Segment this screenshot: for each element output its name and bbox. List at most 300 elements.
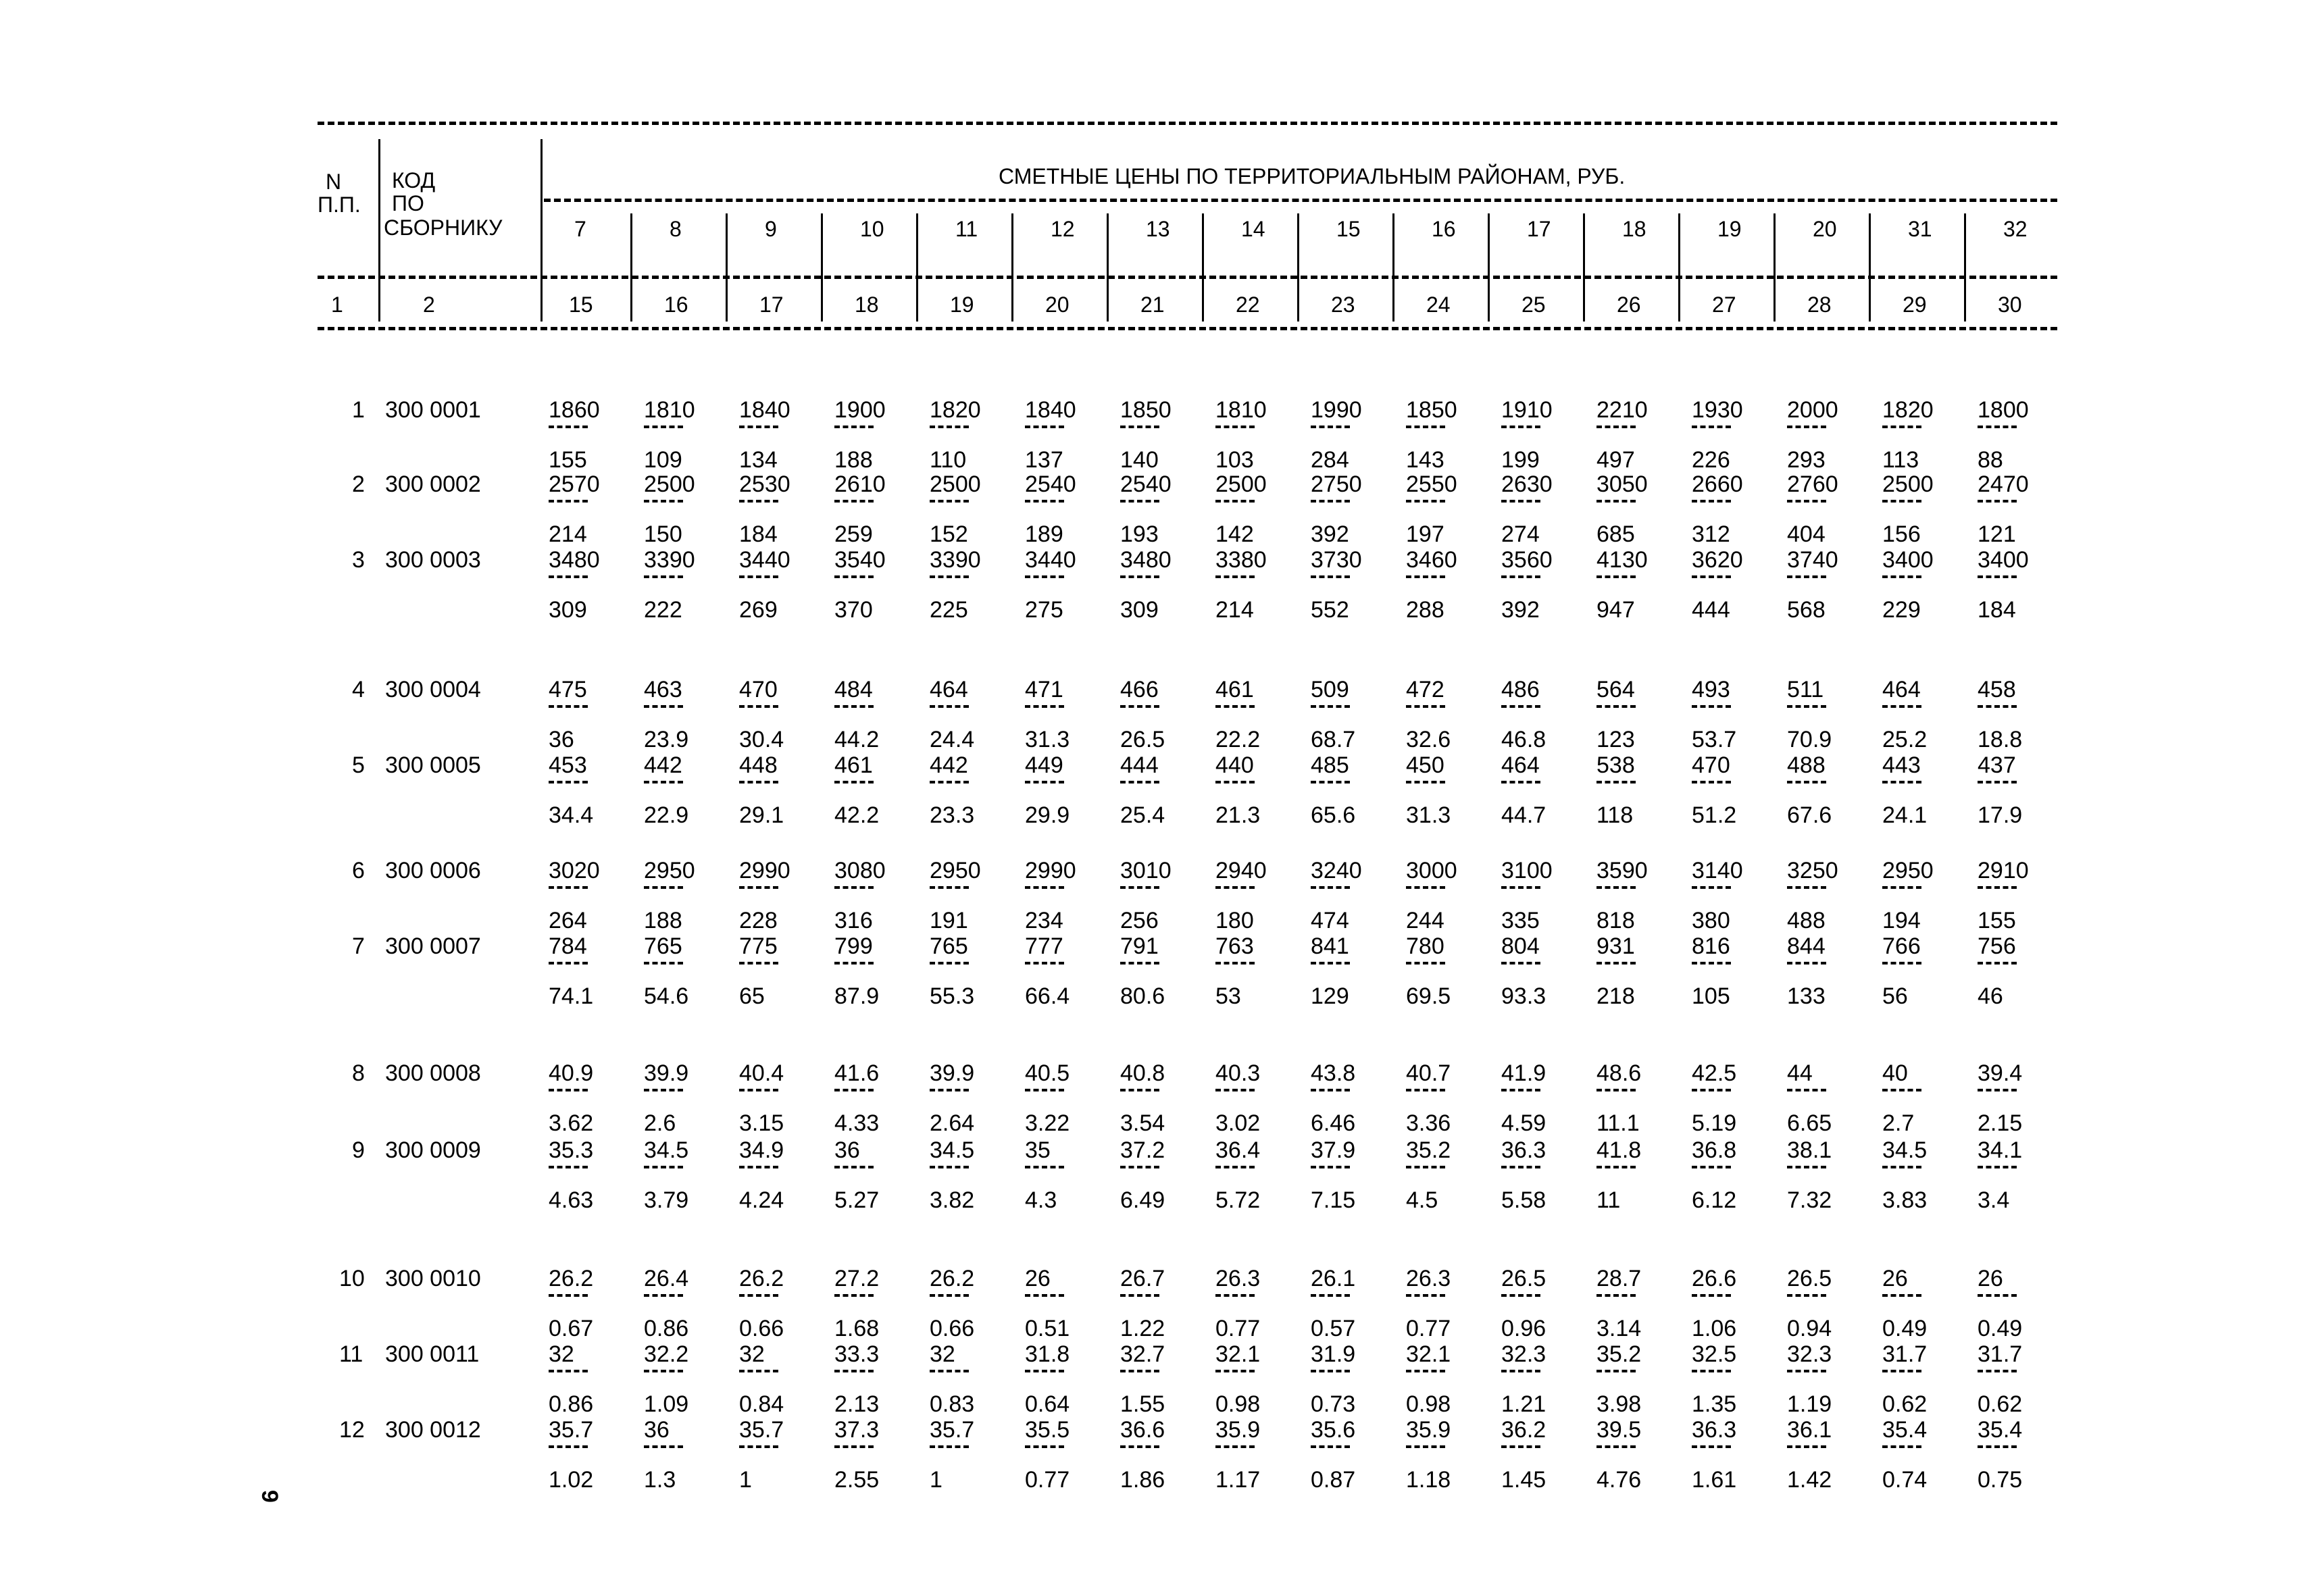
cell-fraction-line <box>930 1294 969 1297</box>
cell-value-bottom: 947 <box>1596 597 1635 623</box>
cell-fraction-line <box>644 705 683 708</box>
cell-fraction-line <box>1025 1166 1064 1168</box>
cell-value-bottom: 3.98 <box>1596 1391 1642 1417</box>
cell-value-top: 461 <box>1215 677 1254 702</box>
cell-value-bottom: 80.6 <box>1120 983 1165 1009</box>
cell-value-top: 1820 <box>1882 397 1934 423</box>
cell-value-top: 3020 <box>549 858 600 883</box>
cell-value-bottom: 118 <box>1596 802 1634 828</box>
cell-value-top: 777 <box>1025 933 1063 959</box>
cell-fraction-line <box>1406 705 1445 708</box>
cell-value-top: 37.9 <box>1311 1137 1356 1163</box>
cell-fraction-line <box>1120 886 1159 889</box>
cell-fraction-line <box>1978 1166 2017 1168</box>
header-column-number: 29 <box>1903 292 1927 317</box>
cell-value-bottom: 25.2 <box>1882 727 1928 752</box>
cell-fraction-line <box>1596 1445 1636 1448</box>
cell-value-top: 488 <box>1787 752 1826 778</box>
cell-value-bottom: 2.13 <box>834 1391 880 1417</box>
cell-value-bottom: 392 <box>1311 521 1349 547</box>
cell-value-bottom: 87.9 <box>834 983 880 1009</box>
cell-fraction-line <box>1882 1294 1921 1297</box>
cell-value-top: 3000 <box>1406 858 1457 883</box>
cell-value-bottom: 184 <box>739 521 778 547</box>
cell-fraction-line <box>644 1089 683 1091</box>
cell-fraction-line <box>1025 962 1064 964</box>
cell-value-top: 2990 <box>739 858 790 883</box>
cell-fraction-line <box>930 1089 969 1091</box>
cell-fraction-line <box>644 962 683 964</box>
cell-fraction-line <box>930 1445 969 1448</box>
cell-value-top: 841 <box>1311 933 1349 959</box>
header-vline-district <box>1202 213 1204 321</box>
cell-fraction-line <box>834 1445 874 1448</box>
cell-fraction-line <box>1501 500 1540 503</box>
cell-value-top: 2500 <box>1215 471 1267 497</box>
header-colnum-1: 1 <box>331 292 343 317</box>
cell-fraction-line <box>549 1445 588 1448</box>
cell-value-top: 1800 <box>1978 397 2029 423</box>
cell-fraction-line <box>1311 1294 1350 1297</box>
cell-value-bottom: 0.49 <box>1978 1316 2023 1341</box>
cell-value-top: 464 <box>930 677 968 702</box>
cell-value-top: 26.5 <box>1501 1266 1546 1291</box>
cell-fraction-line <box>930 886 969 889</box>
header-vline-district <box>1774 213 1776 321</box>
cell-value-top: 509 <box>1311 677 1349 702</box>
cell-value-bottom: 226 <box>1692 447 1730 473</box>
header-code-line1: КОД <box>392 168 436 192</box>
cell-fraction-line <box>739 575 778 578</box>
header-column-number: 20 <box>1045 292 1070 317</box>
header-code-line3: СБОРНИКУ <box>384 215 503 240</box>
cell-value-bottom: 818 <box>1596 908 1635 933</box>
header-district-number: 17 <box>1527 217 1551 241</box>
cell-value-top: 31.7 <box>1978 1341 2023 1367</box>
cell-fraction-line <box>1978 1370 2017 1372</box>
cell-fraction-line <box>1501 426 1540 428</box>
header-vline-district <box>821 213 823 321</box>
row-number: 9 <box>352 1137 365 1163</box>
header-vline-n <box>378 139 380 321</box>
cell-value-top: 791 <box>1120 933 1159 959</box>
row-code: 300 0011 <box>385 1341 480 1367</box>
cell-value-bottom: 0.77 <box>1025 1467 1070 1493</box>
cell-value-top: 3440 <box>1025 547 1076 573</box>
cell-fraction-line <box>1501 575 1540 578</box>
cell-fraction-line <box>1978 1445 2017 1448</box>
cell-value-bottom: 65 <box>739 983 765 1009</box>
cell-value-bottom: 3.54 <box>1120 1110 1165 1136</box>
cell-value-bottom: 0.86 <box>644 1316 689 1341</box>
cell-value-top: 3010 <box>1120 858 1172 883</box>
cell-value-bottom: 1.09 <box>644 1391 689 1417</box>
cell-value-top: 765 <box>930 933 968 959</box>
header-column-number: 19 <box>950 292 974 317</box>
cell-value-bottom: 150 <box>644 521 682 547</box>
cell-fraction-line <box>1501 962 1540 964</box>
cell-value-bottom: 113 <box>1882 447 1919 473</box>
header-column-number: 28 <box>1807 292 1832 317</box>
cell-value-bottom: 293 <box>1787 447 1826 473</box>
cell-value-bottom: 1.06 <box>1692 1316 1737 1341</box>
cell-fraction-line <box>739 1294 778 1297</box>
cell-value-top: 37.2 <box>1120 1137 1165 1163</box>
cell-value-bottom: 1 <box>739 1467 752 1493</box>
cell-value-top: 2210 <box>1596 397 1648 423</box>
cell-value-bottom: 93.3 <box>1501 983 1546 1009</box>
cell-value-top: 775 <box>739 933 778 959</box>
row-code: 300 0001 <box>385 397 481 423</box>
header-code-line2: ПО <box>392 191 424 215</box>
cell-value-bottom: 3.22 <box>1025 1110 1070 1136</box>
cell-fraction-line <box>1692 962 1731 964</box>
cell-fraction-line <box>1787 1089 1826 1091</box>
cell-value-top: 32 <box>739 1341 765 1367</box>
cell-fraction-line <box>1692 426 1731 428</box>
cell-fraction-line <box>1406 575 1445 578</box>
cell-fraction-line <box>1692 1089 1731 1091</box>
cell-value-bottom: 31.3 <box>1025 727 1070 752</box>
cell-value-top: 1820 <box>930 397 981 423</box>
cell-value-top: 34.5 <box>930 1137 975 1163</box>
cell-fraction-line <box>1215 781 1255 783</box>
cell-value-top: 538 <box>1596 752 1635 778</box>
cell-fraction-line <box>1025 1445 1064 1448</box>
cell-value-bottom: 244 <box>1406 908 1444 933</box>
cell-value-top: 41.9 <box>1501 1060 1546 1086</box>
cell-value-bottom: 0.86 <box>549 1391 594 1417</box>
cell-fraction-line <box>1215 1089 1255 1091</box>
cell-fraction-line <box>549 575 588 578</box>
cell-fraction-line <box>834 1089 874 1091</box>
cell-fraction-line <box>549 426 588 428</box>
cell-value-bottom: 31.3 <box>1406 802 1451 828</box>
cell-value-bottom: 1.42 <box>1787 1467 1832 1493</box>
header-district-number: 32 <box>2003 217 2028 241</box>
cell-value-bottom: 0.77 <box>1215 1316 1261 1341</box>
cell-fraction-line <box>1501 705 1540 708</box>
cell-value-bottom: 0.57 <box>1311 1316 1356 1341</box>
cell-value-bottom: 214 <box>549 521 587 547</box>
cell-value-bottom: 34.4 <box>549 802 594 828</box>
cell-value-bottom: 26.5 <box>1120 727 1165 752</box>
cell-value-bottom: 56 <box>1882 983 1908 1009</box>
cell-fraction-line <box>1978 1294 2017 1297</box>
cell-value-bottom: 68.7 <box>1311 727 1356 752</box>
header-district-number: 18 <box>1622 217 1646 241</box>
cell-value-bottom: 3.14 <box>1596 1316 1642 1341</box>
cell-fraction-line <box>1787 1166 1826 1168</box>
cell-value-top: 36.8 <box>1692 1137 1737 1163</box>
cell-value-bottom: 42.2 <box>834 802 880 828</box>
header-column-number: 22 <box>1236 292 1260 317</box>
cell-value-top: 799 <box>834 933 873 959</box>
header-column-number: 17 <box>759 292 784 317</box>
cell-fraction-line <box>644 575 683 578</box>
cell-value-top: 40.3 <box>1215 1060 1261 1086</box>
cell-value-bottom: 474 <box>1311 908 1349 933</box>
cell-fraction-line <box>834 962 874 964</box>
cell-value-top: 2950 <box>1882 858 1934 883</box>
cell-value-top: 3740 <box>1787 547 1838 573</box>
cell-value-top: 766 <box>1882 933 1921 959</box>
cell-fraction-line <box>1120 500 1159 503</box>
cell-fraction-line <box>1692 886 1731 889</box>
cell-value-top: 2500 <box>1882 471 1934 497</box>
cell-value-top: 780 <box>1406 933 1444 959</box>
cell-value-bottom: 1.55 <box>1120 1391 1165 1417</box>
cell-value-top: 1810 <box>1215 397 1267 423</box>
cell-value-bottom: 23.3 <box>930 802 975 828</box>
cell-value-bottom: 155 <box>549 447 587 473</box>
cell-fraction-line <box>1120 962 1159 964</box>
cell-value-top: 26.2 <box>739 1266 784 1291</box>
cell-value-bottom: 568 <box>1787 597 1826 623</box>
cell-fraction-line <box>1978 781 2017 783</box>
cell-value-top: 2950 <box>644 858 695 883</box>
header-rule-mid <box>318 276 2057 279</box>
cell-fraction-line <box>739 781 778 783</box>
cell-value-top: 32 <box>549 1341 574 1367</box>
cell-fraction-line <box>739 1370 778 1372</box>
cell-fraction-line <box>1882 886 1921 889</box>
cell-value-top: 4130 <box>1596 547 1648 573</box>
cell-value-top: 3390 <box>930 547 981 573</box>
cell-fraction-line <box>1882 962 1921 964</box>
header-vline-district <box>1392 213 1394 321</box>
cell-value-bottom: 0.62 <box>1978 1391 2023 1417</box>
cell-value-top: 784 <box>549 933 587 959</box>
cell-fraction-line <box>1978 962 2017 964</box>
cell-value-bottom: 24.1 <box>1882 802 1928 828</box>
cell-fraction-line <box>930 575 969 578</box>
cell-value-bottom: 29.1 <box>739 802 784 828</box>
header-column-number: 26 <box>1617 292 1641 317</box>
cell-value-bottom: 234 <box>1025 908 1063 933</box>
cell-value-bottom: 11 <box>1596 1187 1621 1213</box>
cell-fraction-line <box>1025 886 1064 889</box>
header-district-number: 11 <box>955 217 978 241</box>
cell-value-bottom: 0.66 <box>739 1316 784 1341</box>
cell-value-bottom: 335 <box>1501 908 1540 933</box>
row-code: 300 0005 <box>385 752 481 778</box>
cell-value-bottom: 4.63 <box>549 1187 594 1213</box>
cell-fraction-line <box>1120 1166 1159 1168</box>
cell-value-bottom: 22.9 <box>644 802 689 828</box>
cell-value-top: 33.3 <box>834 1341 880 1367</box>
cell-fraction-line <box>644 500 683 503</box>
cell-value-top: 35.3 <box>549 1137 594 1163</box>
cell-value-top: 2530 <box>739 471 790 497</box>
page-number: 9 <box>257 1490 282 1503</box>
cell-fraction-line <box>644 1166 683 1168</box>
cell-value-top: 3080 <box>834 858 886 883</box>
cell-fraction-line <box>834 426 874 428</box>
cell-value-top: 36.2 <box>1501 1417 1546 1443</box>
cell-value-bottom: 18.8 <box>1978 727 2023 752</box>
cell-fraction-line <box>1215 1445 1255 1448</box>
cell-fraction-line <box>1596 1166 1636 1168</box>
cell-fraction-line <box>1215 500 1255 503</box>
cell-value-top: 2540 <box>1120 471 1172 497</box>
cell-value-bottom: 1.21 <box>1501 1391 1546 1417</box>
cell-value-top: 42.5 <box>1692 1060 1737 1086</box>
cell-value-bottom: 3.62 <box>549 1110 594 1136</box>
cell-fraction-line <box>1311 962 1350 964</box>
cell-value-bottom: 123 <box>1596 727 1635 752</box>
cell-value-top: 440 <box>1215 752 1254 778</box>
header-district-number: 16 <box>1432 217 1456 241</box>
cell-value-top: 1930 <box>1692 397 1743 423</box>
cell-value-top: 35.2 <box>1596 1341 1642 1367</box>
cell-value-top: 2760 <box>1787 471 1838 497</box>
header-district-number: 13 <box>1146 217 1170 241</box>
cell-value-bottom: 3.79 <box>644 1187 689 1213</box>
row-code: 300 0012 <box>385 1417 481 1443</box>
cell-value-top: 26.6 <box>1692 1266 1737 1291</box>
cell-value-top: 3460 <box>1406 547 1457 573</box>
header-column-number: 16 <box>664 292 688 317</box>
cell-value-bottom: 309 <box>1120 597 1159 623</box>
cell-value-bottom: 309 <box>549 597 587 623</box>
cell-value-bottom: 444 <box>1692 597 1730 623</box>
cell-value-top: 1840 <box>739 397 790 423</box>
cell-value-bottom: 6.12 <box>1692 1187 1737 1213</box>
cell-fraction-line <box>1787 962 1826 964</box>
header-district-number: 15 <box>1336 217 1361 241</box>
cell-value-top: 472 <box>1406 677 1444 702</box>
cell-value-top: 32.3 <box>1787 1341 1832 1367</box>
cell-fraction-line <box>739 426 778 428</box>
header-vline-district <box>1964 213 1966 321</box>
cell-value-top: 442 <box>930 752 968 778</box>
cell-fraction-line <box>1596 500 1636 503</box>
row-code: 300 0008 <box>385 1060 481 1086</box>
cell-value-top: 2660 <box>1692 471 1743 497</box>
cell-value-bottom: 188 <box>834 447 873 473</box>
header-column-number: 15 <box>569 292 593 317</box>
cell-value-top: 2540 <box>1025 471 1076 497</box>
cell-fraction-line <box>739 1089 778 1091</box>
header-district-number: 9 <box>765 217 777 241</box>
cell-value-top: 3250 <box>1787 858 1838 883</box>
cell-value-bottom: 1.3 <box>644 1467 676 1493</box>
cell-value-bottom: 69.5 <box>1406 983 1451 1009</box>
cell-value-top: 471 <box>1025 677 1063 702</box>
cell-fraction-line <box>1978 426 2017 428</box>
cell-fraction-line <box>549 1089 588 1091</box>
cell-value-top: 26 <box>1882 1266 1908 1291</box>
cell-value-bottom: 3.82 <box>930 1187 975 1213</box>
cell-value-bottom: 53.7 <box>1692 727 1737 752</box>
cell-value-bottom: 0.98 <box>1215 1391 1261 1417</box>
header-vline-district <box>1869 213 1871 321</box>
cell-value-top: 40.5 <box>1025 1060 1070 1086</box>
cell-value-bottom: 32.6 <box>1406 727 1451 752</box>
cell-value-top: 35.9 <box>1406 1417 1451 1443</box>
cell-fraction-line <box>549 781 588 783</box>
cell-fraction-line <box>1215 705 1255 708</box>
cell-fraction-line <box>834 575 874 578</box>
cell-value-bottom: 189 <box>1025 521 1063 547</box>
cell-value-top: 40 <box>1882 1060 1908 1086</box>
header-title: СМЕТНЫЕ ЦЕНЫ ПО ТЕРРИТОРИАЛЬНЫМ РАЙОНАМ, РУБ. <box>999 164 1626 188</box>
cell-value-bottom: 54.6 <box>644 983 689 1009</box>
cell-value-top: 34.5 <box>1882 1137 1928 1163</box>
cell-fraction-line <box>1882 1445 1921 1448</box>
cell-value-top: 36.1 <box>1787 1417 1832 1443</box>
cell-fraction-line <box>1692 781 1731 783</box>
cell-value-bottom: 194 <box>1882 908 1921 933</box>
cell-value-top: 1900 <box>834 397 886 423</box>
cell-value-top: 36.3 <box>1692 1417 1737 1443</box>
cell-value-top: 36.4 <box>1215 1137 1261 1163</box>
cell-value-top: 26.7 <box>1120 1266 1165 1291</box>
header-district-number: 12 <box>1051 217 1075 241</box>
cell-value-bottom: 1.19 <box>1787 1391 1832 1417</box>
cell-fraction-line <box>644 1294 683 1297</box>
cell-value-top: 26.4 <box>644 1266 689 1291</box>
cell-value-top: 27.2 <box>834 1266 880 1291</box>
cell-value-bottom: 36 <box>549 727 574 752</box>
cell-fraction-line <box>1501 1370 1540 1372</box>
cell-value-top: 470 <box>1692 752 1730 778</box>
cell-fraction-line <box>739 886 778 889</box>
cell-value-bottom: 0.64 <box>1025 1391 1070 1417</box>
cell-fraction-line <box>1501 1445 1540 1448</box>
cell-value-top: 40.8 <box>1120 1060 1165 1086</box>
cell-value-top: 485 <box>1311 752 1349 778</box>
cell-value-top: 26.2 <box>930 1266 975 1291</box>
cell-fraction-line <box>1882 1370 1921 1372</box>
cell-value-bottom: 264 <box>549 908 587 933</box>
header-colnum-2: 2 <box>423 292 435 317</box>
cell-value-bottom: 110 <box>930 447 967 473</box>
cell-value-top: 3560 <box>1501 547 1553 573</box>
cell-fraction-line <box>1311 1089 1350 1091</box>
cell-value-top: 26.3 <box>1215 1266 1261 1291</box>
cell-value-top: 444 <box>1120 752 1159 778</box>
cell-value-bottom: 1 <box>930 1467 942 1493</box>
cell-value-top: 461 <box>834 752 873 778</box>
cell-value-bottom: 2.64 <box>930 1110 975 1136</box>
cell-fraction-line <box>1978 1089 2017 1091</box>
header-vline-code <box>540 139 543 321</box>
cell-value-top: 442 <box>644 752 682 778</box>
cell-fraction-line <box>1596 962 1636 964</box>
cell-fraction-line <box>1025 1370 1064 1372</box>
cell-value-bottom: 0.51 <box>1025 1316 1070 1341</box>
header-col-n-sub: П.П. <box>318 192 361 217</box>
header-district-number: 19 <box>1717 217 1742 241</box>
cell-fraction-line <box>834 781 874 783</box>
cell-value-bottom: 121 <box>1978 521 2016 547</box>
header-vline-district <box>916 213 918 321</box>
header-rule-bottom <box>318 327 2057 330</box>
cell-value-bottom: 288 <box>1406 597 1444 623</box>
cell-value-bottom: 0.73 <box>1311 1391 1356 1417</box>
row-code: 300 0004 <box>385 677 481 702</box>
cell-fraction-line <box>930 500 969 503</box>
header-vline-district <box>726 213 728 321</box>
cell-value-bottom: 6.46 <box>1311 1110 1356 1136</box>
cell-fraction-line <box>1787 500 1826 503</box>
cell-value-bottom: 0.77 <box>1406 1316 1451 1341</box>
cell-value-top: 35.5 <box>1025 1417 1070 1443</box>
cell-value-top: 3480 <box>1120 547 1172 573</box>
cell-fraction-line <box>1406 1089 1445 1091</box>
